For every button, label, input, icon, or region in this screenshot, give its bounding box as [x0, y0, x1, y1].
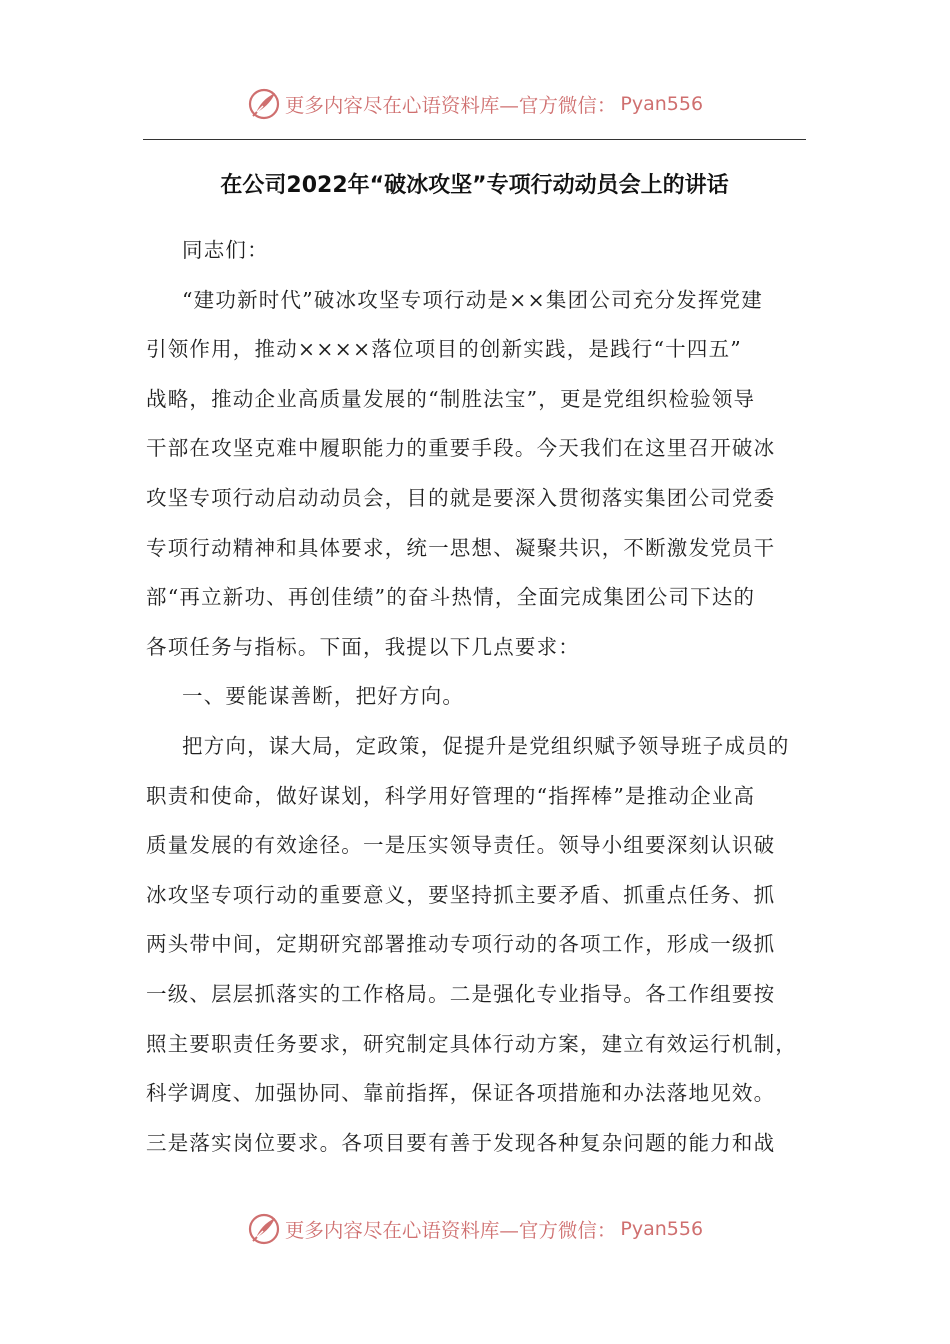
body-line: 科学调度、加强协同、靠前指挥，保证各项措施和办法落地见效。 [146, 1081, 776, 1106]
body-line: 部“再立新功、再创佳绩”的奋斗热情，全面完成集团公司下达的 [146, 585, 756, 610]
body-line: 质量发展的有效途径。一是压实领导责任。领导小组要深刻认识破 [146, 833, 776, 858]
body-line: 干部在攻坚克难中履职能力的重要手段。今天我们在这里召开破冰 [146, 436, 776, 461]
footer-watermark [0, 1207, 950, 1251]
document-body [146, 226, 812, 1168]
section-heading: 一、要能谋善断，把好方向。 [182, 684, 465, 709]
body-line: 攻坚专项行动启动动员会，目的就是要深入贯彻落实集团公司党委 [146, 485, 776, 510]
body-line: 三是落实岗位要求。各项目要有善于发现各种复杂问题的能力和战 [146, 1130, 776, 1155]
watermark-text: 更多内容尽在心语资料库—官方微信： [284, 94, 617, 117]
body-line: 专项行动精神和具体要求，统一思想、凝聚共识，不断激发党员干 [146, 535, 776, 560]
header-divider [143, 139, 806, 140]
body-line: 把方向，谋大局，定政策，促提升是党组织赋予领导班子成员的 [182, 733, 790, 758]
body-line: 一级、层层抓落实的工作格局。二是强化专业指导。各工作组要按 [146, 981, 776, 1006]
quill-pen-logo-icon [247, 87, 281, 121]
body-line: 两头带中间，定期研究部署推动专项行动的各项工作，形成一级抓 [146, 932, 776, 957]
body-line: 职责和使命，做好谋划，科学用好管理的“指挥棒”是推动企业高 [146, 783, 756, 808]
body-line: “建功新时代”破冰攻坚专项行动是××集团公司充分发挥党建 [182, 287, 763, 312]
watermark-wechat-id: Pyan556 [620, 93, 704, 115]
body-line: 各项任务与指标。下面，我提以下几点要求： [146, 634, 580, 659]
header-watermark [0, 82, 950, 126]
body-line: 引领作用，推动××××落位项目的创新实践，是践行“十四五” [146, 337, 742, 362]
body-line: 照主要职责任务要求，研究制定具体行动方案，建立有效运行机制， [146, 1031, 797, 1056]
body-line: 冰攻坚专项行动的重要意义，要坚持抓主要矛盾、抓重点任务、抓 [146, 882, 776, 907]
watermark-text: 更多内容尽在心语资料库—官方微信： [284, 1219, 617, 1242]
watermark-wechat-id: Pyan556 [620, 1218, 704, 1240]
document-title: 在公司2022年“破冰攻坚”专项行动动员会上的讲话 [220, 173, 729, 198]
body-line: 战略，推动企业高质量发展的“制胜法宝”，更是党组织检验领导 [146, 386, 756, 411]
quill-pen-logo-icon [247, 1212, 281, 1246]
salutation: 同志们： [182, 238, 269, 262]
